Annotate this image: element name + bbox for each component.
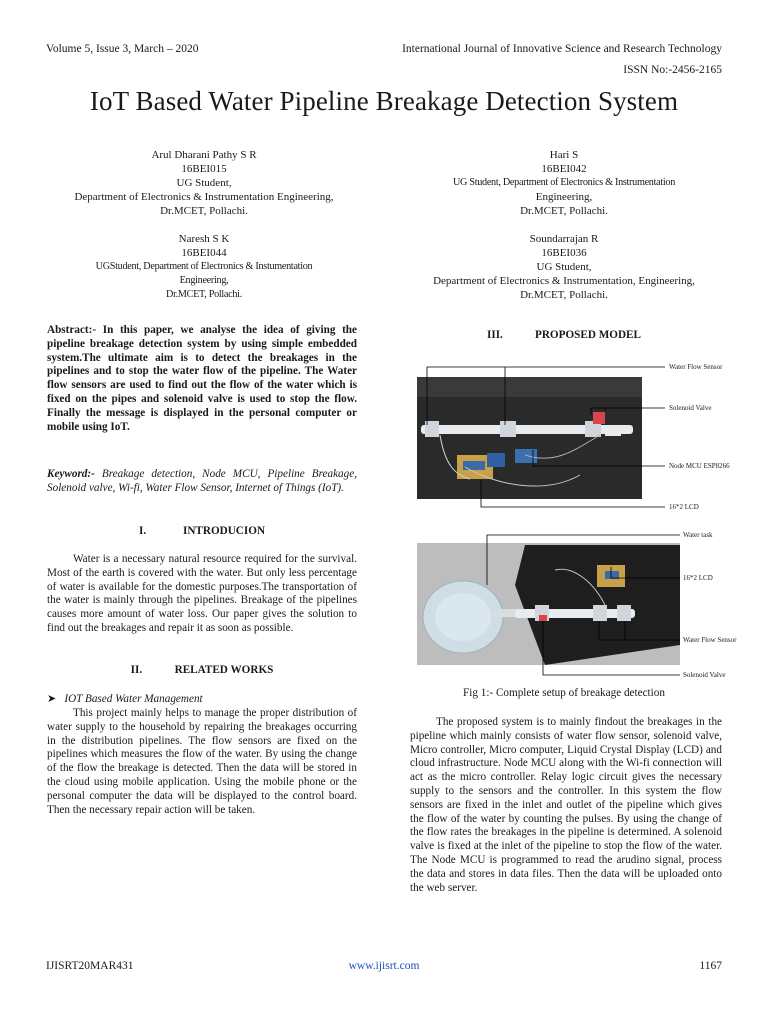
section-title: RELATED WORKS: [174, 664, 274, 676]
setup-photo-top: [405, 355, 735, 515]
label-lcd-top: 16*2 LCD: [669, 503, 699, 511]
author-dept: Engineering,: [179, 275, 229, 286]
author-role: UG Student,: [176, 177, 232, 189]
footer-paper-id: IJISRT20MAR431: [46, 960, 134, 972]
author-college: Dr.MCET, Pollachi.: [166, 289, 242, 300]
label-water-flow-sensor-bottom: Water Flow Sensor: [683, 636, 737, 644]
issn: ISSN No:-2456-2165: [623, 64, 722, 76]
label-lcd-bottom: 16*2 LCD: [683, 574, 713, 582]
author-college: Dr.MCET, Pollachi.: [160, 205, 248, 217]
author-id: 16BEI036: [541, 247, 587, 259]
author-role: UG Student, Department of Electronics & Instrumentation: [452, 177, 675, 188]
label-water-tank: Water task: [683, 531, 713, 539]
keywords-label: Keyword:-: [47, 468, 95, 480]
abstract: Abstract:- In this paper, we analyse the idea of giving the pipeline breakage detection system by using simple embedded system.The ultimate aim is to detect the breakages in the pipelines and to stop the water flow of the pipeline. The Water flow sensors are used to find out the flow of the water which is fixed on the pipes and solenoid valve is used to stop the flow. Finally the message is displayed in the personal computer or mobile using IoT.: [47, 324, 357, 433]
section-heading-proposed: [405, 329, 723, 341]
author-dept: Engineering,: [535, 191, 593, 203]
author-name: Arul Dharani Pathy S R: [151, 149, 257, 161]
keywords: [47, 468, 357, 496]
label-solenoid-valve-bottom: Solenoid Valve: [683, 671, 726, 679]
paper-title: IoT Based Water Pipeline Breakage Detection System: [89, 86, 679, 116]
related-item-heading: [47, 692, 357, 705]
author-id: 16BEI015: [181, 163, 227, 175]
label-water-flow-sensor-top: Water Flow Sensor: [669, 363, 723, 371]
figure-caption: Fig 1:- Complete setup of breakage detection: [463, 687, 665, 699]
author-block-4: [405, 232, 723, 302]
section-title: PROPOSED MODEL: [535, 329, 641, 341]
volume-info: Volume 5, Issue 3, March – 2020: [46, 43, 199, 55]
footer-page-number: 1167: [699, 960, 722, 972]
keywords-text: Breakage detection, Node MCU, Pipeline Breakage, Solenoid valve, Wi-fi, Water Flow Sensor, Internet of Things (IoT).: [47, 468, 357, 494]
author-id: 16BEI044: [181, 247, 227, 259]
footer-website-link[interactable]: www.ijisrt.com: [348, 960, 420, 972]
author-name: Soundarrajan R: [529, 233, 599, 245]
setup-photo-bottom: [405, 525, 735, 683]
author-college: Dr.MCET, Pollachi.: [520, 289, 608, 301]
author-name: Naresh S K: [178, 233, 230, 245]
author-block-1: [46, 148, 362, 218]
author-dept: Department of Electronics & Instrumentation, Engineering,: [433, 275, 695, 287]
label-node-mcu: Node MCU ESP8266: [669, 462, 730, 470]
author-college: Dr.MCET, Pollachi.: [520, 205, 608, 217]
label-solenoid-valve-top: Solenoid Valve: [669, 404, 712, 412]
section-number: III.: [487, 329, 503, 341]
journal-name: International Journal of Innovative Science and Research Technology: [402, 43, 722, 55]
author-id: 16BEI042: [541, 163, 587, 175]
figure-top: [405, 355, 735, 515]
intro-paragraph: Water is a necessary natural resource required for the survival. Most of the earth is covered with the water. But only less percentage of water is available for the domestic purposes.The transportation of the water is mainly through the pipelines. Breakage of the pipelines causes more amount of water loss. Our paper gives the solution to find out the breakages and repair it as soon as possible.: [47, 553, 357, 634]
author-dept: Department of Electronics & Instrumentation Engineering,: [74, 191, 334, 203]
related-item-title: IOT Based Water Management: [64, 693, 203, 705]
author-role: UG Student,: [536, 261, 592, 273]
section-number: II.: [130, 664, 143, 676]
section-number: I.: [138, 525, 147, 537]
related-paragraph: This project mainly helps to manage the proper distribution of water supply to the household by repairing the breakages occurring in the distribution pipelines. The flow sensors are fixed on the pipelines which measures the flow of the water. By using the change of the flow the breakage is detected. Then the data will be stored in the cloud using mobile application. Using the mobile phone or the personal computer the data will be displayed to the control board. Then the necessary repair action will be taken.: [47, 707, 357, 816]
author-name: Hari S: [549, 149, 579, 161]
author-block-3: [46, 232, 362, 302]
author-block-2: [405, 148, 723, 218]
author-role: UGStudent, Department of Electronics & Instumentation: [95, 261, 313, 272]
section-title: INTRODUCION: [182, 525, 266, 537]
section-heading-related: [47, 664, 357, 676]
arrow-bullet-icon: ➤: [47, 693, 57, 705]
section-heading-intro: [47, 525, 357, 537]
proposed-paragraph: The proposed system is to mainly findout the breakages in the pipeline which mainly consists of water flow sensor, solenoid valve, Micro controller, Micro computer, Liquid Crystal Display (LCD) and cloud infrastructure. Node MCU along with the Wi-fi connection will act as the micro controller. Relay logic circuit gives the necessary supply to the sensors and the controller. In this system the flow sensors are fixed in the inlet and outlet of the pipeline which gives the flow of the water by counting the pulses. By using the change of the flow rates the breakages in the pipeline is determined. A solenoid valve is fixed at the inlet of the pipeline to stop the flow of the water. The Node MCU is programmed to read the arudino signal, process the data and stores in data files. Then the data will be uploaded onto the web server.: [410, 716, 722, 894]
figure-bottom: [405, 525, 735, 683]
